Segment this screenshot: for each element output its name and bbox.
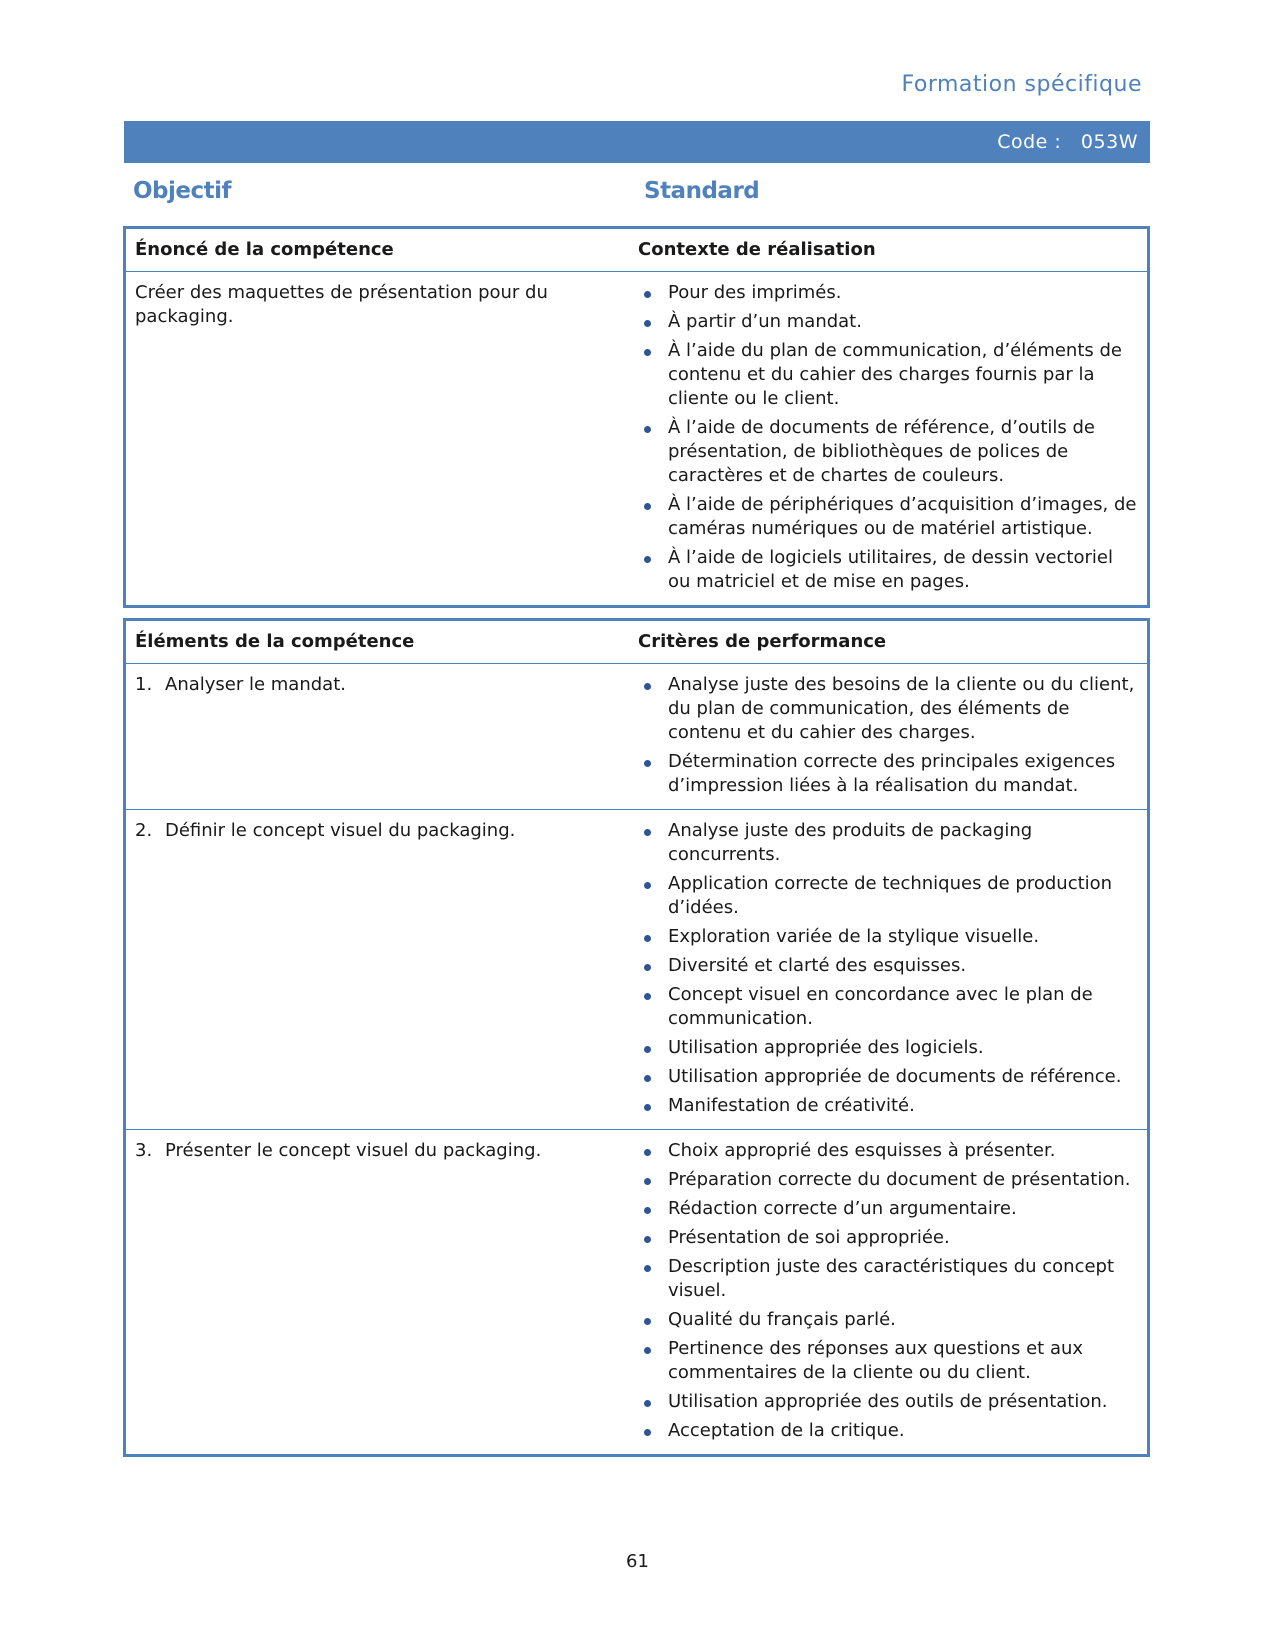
list-item: Pour des imprimés. — [638, 281, 1139, 305]
list-item: À l’aide de logiciels utilitaires, de dessin vectoriel ou matriciel et de mise en pages. — [638, 546, 1139, 594]
table-header-row — [126, 229, 1147, 272]
enonce-text: Créer des maquettes de présentation pour du packaging. — [135, 282, 548, 327]
element-text: Définir le concept visuel du packaging. — [165, 820, 516, 841]
elements-table — [123, 618, 1150, 1457]
element-number: 2. — [135, 820, 153, 841]
element-text: Analyser le mandat. — [165, 674, 346, 695]
criteres-list — [638, 673, 1139, 798]
list-item: À l’aide de documents de référence, d’outils de présentation, de bibliothèques de polices de caractères et de chartes de couleurs. — [638, 416, 1139, 488]
list-item: Diversité et clarté des esquisses. — [638, 954, 1139, 978]
element-text: Présenter le concept visuel du packaging. — [165, 1140, 542, 1161]
list-item: Qualité du français parlé. — [638, 1308, 1139, 1332]
list-item: Analyse juste des besoins de la cliente ou du client, du plan de communication, des éléments de contenu et du cahier des charges. — [638, 673, 1139, 745]
table-row — [126, 272, 1147, 605]
list-item: Présentation de soi appropriée. — [638, 1226, 1139, 1250]
page-number: 61 — [626, 1551, 649, 1572]
element-number: 3. — [135, 1140, 153, 1161]
list-item: À l’aide de périphériques d’acquisition d’images, de caméras numériques ou de matériel artistique. — [638, 493, 1139, 541]
list-item: Acceptation de la critique. — [638, 1419, 1139, 1443]
contexte-list — [638, 281, 1139, 594]
col-header-criteres: Critères de performance — [638, 631, 887, 652]
list-item: Rédaction correcte d’un argumentaire. — [638, 1197, 1139, 1221]
list-item: Concept visuel en concordance avec le plan de communication. — [638, 983, 1139, 1031]
col-header-contexte: Contexte de réalisation — [638, 239, 876, 260]
code-bar — [124, 121, 1150, 163]
criteres-list — [638, 819, 1139, 1118]
list-item: Préparation correcte du document de présentation. — [638, 1168, 1139, 1192]
code-label: Code : 053W — [997, 131, 1138, 153]
list-item: Exploration variée de la stylique visuelle. — [638, 925, 1139, 949]
section-heading-objectif: Objectif — [133, 178, 232, 204]
table-header-row — [126, 621, 1147, 664]
list-item: À l’aide du plan de communication, d’éléments de contenu et du cahier des charges fournis par la cliente ou le client. — [638, 339, 1139, 411]
col-header-elements: Éléments de la compétence — [135, 631, 415, 652]
table-row — [126, 664, 1147, 810]
list-item: Pertinence des réponses aux questions et aux commentaires de la cliente ou du client. — [638, 1337, 1139, 1385]
list-item: Choix approprié des esquisses à présenter. — [638, 1139, 1139, 1163]
list-item: Description juste des caractéristiques du concept visuel. — [638, 1255, 1139, 1303]
element-number: 1. — [135, 674, 153, 695]
table-row — [126, 810, 1147, 1130]
list-item: À partir d’un mandat. — [638, 310, 1139, 334]
list-item: Manifestation de créativité. — [638, 1094, 1139, 1118]
list-item: Détermination correcte des principales exigences d’impression liées à la réalisation du mandat. — [638, 750, 1139, 798]
list-item: Utilisation appropriée de documents de référence. — [638, 1065, 1139, 1089]
list-item: Analyse juste des produits de packaging concurrents. — [638, 819, 1139, 867]
list-item: Application correcte de techniques de production d’idées. — [638, 872, 1139, 920]
table-row — [126, 1130, 1147, 1454]
page-header-title: Formation spécifique — [901, 72, 1142, 97]
criteres-list — [638, 1139, 1139, 1443]
section-heading-standard: Standard — [644, 178, 760, 204]
competence-table — [123, 226, 1150, 608]
list-item: Utilisation appropriée des logiciels. — [638, 1036, 1139, 1060]
col-header-enonce: Énoncé de la compétence — [135, 239, 394, 260]
list-item: Utilisation appropriée des outils de présentation. — [638, 1390, 1139, 1414]
